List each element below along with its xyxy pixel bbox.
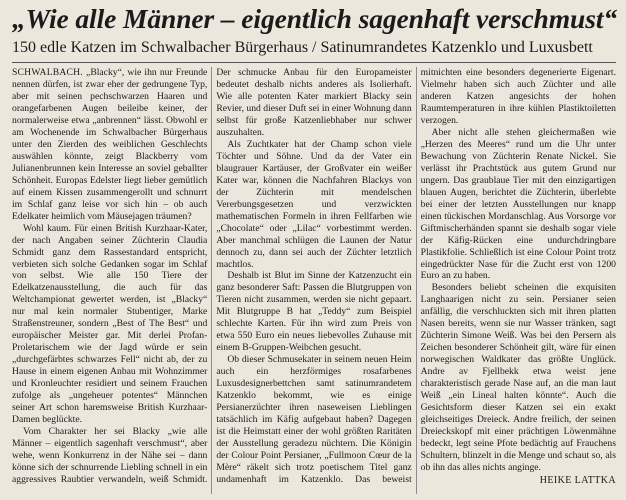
- body-paragraph: Deshalb ist Blut im Sinne der Katzenzucht ein ganz besonderer Saft: Passen die Blutgruppen von Tieren nicht zusammen, werden sie nicht gepaart. Mit Blutgruppe B hat „Teddy“ zum Beispiel schlechte Karten. Für ihn wird zum Preis von etwa 550 Euro ein neues liebevolles Zuhause mit einem B-Gruppen-Weibchen gesucht.: [216, 270, 412, 354]
- body-paragraph: Wohl kaum. Für einen British Kurzhaar-Kater, der nach Angaben seiner Züchterin Claudia Schmidt ganz dem Rassestandard entspricht, verbieten sich solche Gedanken sogar im Schlaf von selbst. Wie alle 150 Tiere der Edelkatzenausstellung, die auch für das Weltchampionat gewertet werden, ist „Blacky“ nur mal kein normaler Stubentiger, Marke Straßenstreuner, sondern „Best of The Best“ und europäischer Meister gar. Mit derlei Profan-Proletarischem wie der Jagd würde er sein „durchgefärbtes schwarzes Fell“ nicht ab, der zu Hause in einem eigenen Anbau mit Wohnzimmer und Kronleuchter residiert und seinem Frauchen zufolge als „ungeheuer potentes“ Männchen seiner Art schon haremsweise British Kurzhaar-Damen beglückte.: [12, 222, 208, 426]
- body-paragraph: Ob dieser Schmusekater in seinem neuen Heim auch ein herzförmiges rosafarbenes Luxusdesignerbettchen samt satinumrandetem Katzenklo bekommt, wie es einige Persianerzüchter ihren naseweisen Lieblingen tatsächlich im Käfig aufgebaut haben? Dagegen ist die Heimstatt einer der wohl größten Raritäten der Ausstellung geradezu nüchtern. Die Königin der Colour Point Persianer, „Fullmoon Cœur de la Mère“ räkelt sich trotz poetischem Titel ganz undamenhaft im Katzenklo. Das beweist mitnichten eine besonders degenerierte Eigenart. Vielmehr haben sich auch Züchter und alle anderen Katzen angesichts der hohen Raumtemperaturen in ihre kühlen Plastiktoiletten verzogen.: [216, 67, 616, 485]
- body-paragraph: Aber nicht alle stehen gleichermaßen wie „Herzen des Meeres“ rund um die Uhr unter Bewachung von Züchterin Renate Nickel. Sie verlässt ihr Prachtstück aus gutem Grund nur ungern. Das graublaue Tier mit den einzigartigen blauen Augen, berichtet die Züchterin, überlebte bei einer der letzten Ausstellungen nur knapp einen tückischen Mordanschlag. Aus Vorsorge vor Giftmischerhänden spannt sie deshalb sogar viele der Käfig-Rücken eine undurchdringbare Plastikfolie. Schließlich ist eine Colour Point trotz eingedrückter Nase für die Zucht erst von 1200 Euro an zu haben.: [420, 126, 616, 282]
- headline-rule: [12, 62, 616, 63]
- body-paragraph: [12, 67, 207, 223]
- article-author: HEIKE LATTKA: [539, 474, 616, 486]
- paragraph-text: „Blacky“, wie ihn nur Freunde nennen dürfen, ist zwar eher der gedrungene Typ, aber mit seinen pechschwarzen Haaren und orangefarbenen Augen beileibe keiner, der normalerweise etwa „anbrennen“ lässt. Obwohl er am Wochenende im Schwalbacher Bürgerhaus unter den Zierden des weiblichen Geschlechts auswählen könnte, zeigt Blackberry vom Julianenbrunnen kein Interesse an soviel geballter Schönheit. Europas Edelster liegt lieber gemütlich auf einem Kissen zusammengerollt und schnurrt im Schlaf ganz leise vor sich hin – ob auch Edelkater heimlich vom Mäusejagen träumen?: [12, 67, 208, 222]
- article-headline: „Wie alle Männer – eigentlich sagenhaft verschmust“: [12, 3, 618, 34]
- body-paragraph: Als Zuchtkater hat der Champ schon viele Töchter und Söhne. Und da der Vater ein blaugrauer Kartäuser, der Großvater ein weißer Kater war, können die Nachfahren Blackys von der Züchterin mit mendelschen Vererbungsgesetzen und verzwickten mathematischen Formeln in ihren Fellfarben wie „Chocolate“ oder „Lilac“ vorbestimmt werden. Aber manchmal schlügen die Launen der Natur dennoch zu, dann sei auch der Züchter letztlich machtlos.: [216, 138, 412, 270]
- body-paragraph: Vom Charakter her sei Blacky „wie alle Männer – eigentlich sagenhaft verschmust“, aber wehe, wenn Konkurrenz in der Nähe sei – dann könne sich der schnurrende Liebling schnell in ein aggressives Raubtier verwandeln, weiß Schmidt. Der schmucke Anbau für den Europameister bedeutet deshalb nichts anderes als Isolierhaft. Wie alle potenten Kater markiert Blacky sein Revier, und dieser Duft sei in einer Wohnung dann selbst für große Katzenliebhaber nur schwer auszuhalten.: [12, 67, 412, 485]
- article-subheadline: 150 edle Katzen im Schwalbacher Bürgerhaus / Satinumrandetes Katzenklo und Luxusbett: [12, 39, 593, 56]
- article-body: [12, 67, 616, 494]
- body-paragraph: Besonders beliebt scheinen die exquisiten Langhaarigen nicht zu sein. Persianer seien anfällig, die verschluckten sich mit ihren platten Nasen bereits, wenn sie nur Wasser tränken, sagt Züchterin Simone Weiß. Was bei den Persern als Zeichen besonderer Schönheit gilt, wäre für einen norwegischen Waldkater das größte Unglück. Andre av Fjellbekk etwa weist jene charakteristisch gerade Nase auf, an die man laut Weiß „ein Lineal halten könnte“. Auch die Gesichtsform dieser Katzen sei ein exakt gleichseitiges Dreieck. Andre freilich, der seinen Dreieckskopf mit einer prächtigen Löwenmähne bedeckt, legt seine Pfote bedächtig auf Frauchens Schultern, blinzelt in die Menge und schaut so, als ob ihn das alles nichts anginge.: [420, 282, 616, 473]
- article-dateline: SCHWALBACH.: [12, 67, 83, 78]
